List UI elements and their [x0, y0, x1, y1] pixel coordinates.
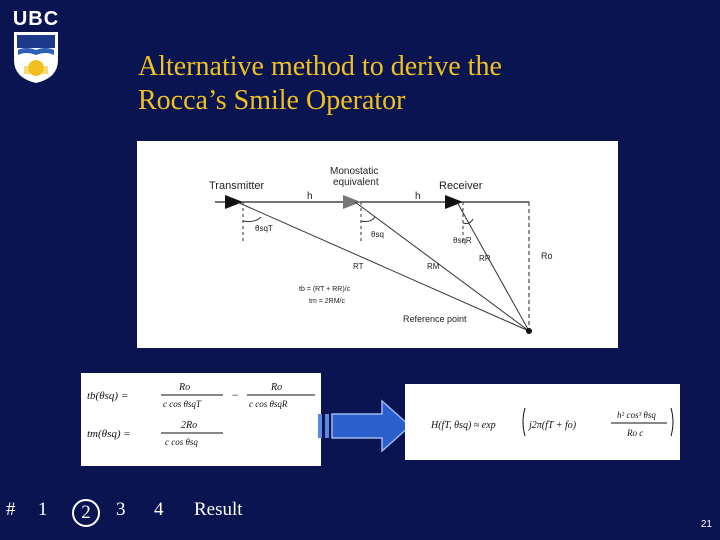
- eq-lhs-1: tb(θsq) =: [87, 390, 129, 402]
- eq-h-den: Ro c: [627, 428, 644, 438]
- title-line-1: Alternative method to derive the: [138, 51, 502, 82]
- eq-num-3: 2Ro: [181, 420, 198, 431]
- eq-num-1: Ro: [179, 382, 191, 393]
- delay-equations: [81, 373, 321, 466]
- receiver-label: Receiver: [439, 180, 483, 192]
- bistatic-geometry-figure: [137, 141, 618, 348]
- eq-minus: −: [231, 388, 240, 402]
- page-number: 21: [700, 519, 712, 530]
- crest-icon: [12, 30, 60, 84]
- transform-arrow: [318, 399, 412, 453]
- monostatic-label-1: Monostatic: [330, 166, 379, 177]
- eq-den-2: c cos θsqR: [249, 399, 288, 409]
- delay-eq-1: tb = (RT + RR)/c: [299, 286, 351, 293]
- left-equations-panel: [81, 373, 321, 466]
- eq-den-1: c cos θsqT: [163, 399, 201, 409]
- nav-hash: #: [6, 499, 16, 520]
- r-r-label: RR: [479, 254, 491, 263]
- smile-operator-equation: [405, 384, 680, 460]
- transmitter-label: Transmitter: [209, 180, 265, 192]
- nav-step-3[interactable]: 3: [116, 499, 126, 520]
- right-equation-panel: [405, 384, 680, 460]
- nav-step-4[interactable]: 4: [154, 499, 164, 520]
- eq-lhs-2: tm(θsq) =: [87, 428, 131, 440]
- delay-eq-2: tm = 2RM/c: [309, 298, 345, 305]
- theta-t-label: θsqT: [255, 224, 273, 233]
- monostatic-icon: [343, 195, 361, 209]
- reference-point-label: Reference point: [403, 314, 467, 324]
- h-left-label: h: [307, 191, 313, 202]
- geometry-diagram: [137, 141, 618, 348]
- eq-h-lhs: H(fT, θsq) ≈ exp: [431, 420, 496, 431]
- eq-den-3: c cos θsq: [165, 437, 198, 447]
- ubc-logo: [8, 8, 64, 84]
- r-m-label: RM: [427, 262, 440, 271]
- monostatic-label-2: equivalent: [333, 177, 379, 188]
- theta-r-label: θsqR: [453, 236, 472, 245]
- r-o-label: Ro: [541, 251, 553, 261]
- r-t-label: RT: [353, 262, 364, 271]
- transmitter-icon: [225, 195, 243, 209]
- h-right-label: h: [415, 191, 421, 202]
- nav-step-2-current[interactable]: 2: [72, 499, 100, 527]
- eq-h-body: j2π(fT + fo): [529, 420, 577, 431]
- slide-title: [138, 50, 698, 118]
- title-line-2: Rocca’s Smile Operator: [138, 85, 406, 116]
- theta-m-label: θsq: [371, 230, 384, 239]
- nav-step-1[interactable]: 1: [38, 499, 48, 520]
- reference-point-marker: [526, 328, 532, 334]
- eq-num-2: Ro: [271, 382, 283, 393]
- eq-h-num: h² cos³ θsq: [617, 410, 656, 420]
- nav-result[interactable]: Result: [194, 499, 243, 520]
- logo-wordmark: UBC: [12, 8, 60, 30]
- right-arrow-icon: [318, 399, 412, 453]
